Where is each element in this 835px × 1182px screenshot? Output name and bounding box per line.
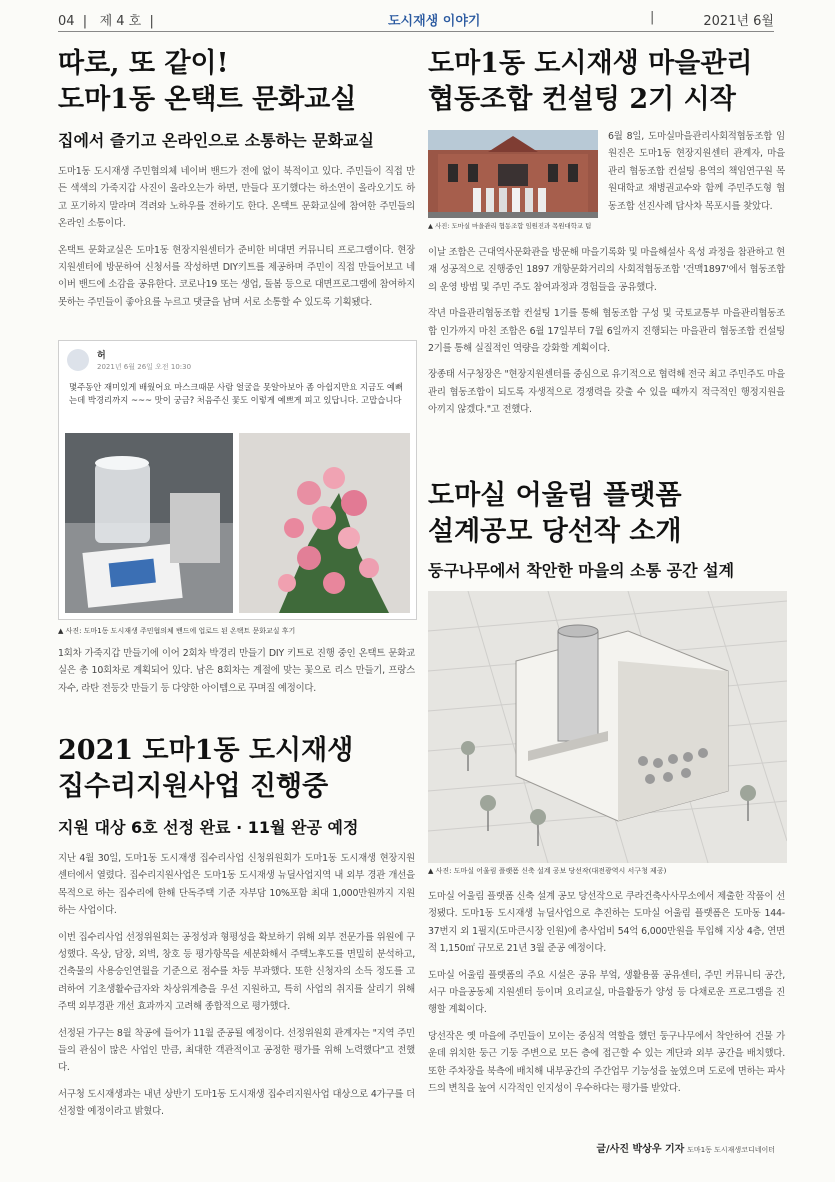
article-paragraph: 1회차 가죽지갑 만들기에 이어 2회차 박경리 만들기 DIY 키트로 진행 중인 온택트 문화교실은 총 10회차로 계획되어 있다. 남은 8회차는 계절에 맞는 꽃으로 리스 만들기, 프랑스 자수, 라탄 전등갓 만들기 등 다양한 아이템으로 꾸며질 예정이다. bbox=[58, 648, 415, 694]
article-cooperative-consulting bbox=[428, 46, 783, 118]
article-paragraph: 선정된 가구는 8월 착공에 들어가 11월 준공될 예정이다. 선정위원회 관계자는 "지역 주민들의 관심이 많은 사업인 만큼, 최대한 객관적이고 공정한 평가를 위해 노력했다"고 전했다. bbox=[58, 1027, 415, 1074]
article-platform-body bbox=[428, 888, 785, 1097]
avatar bbox=[67, 349, 89, 371]
article-title: 2021 도마1동 도시재생 집수리지원사업 진행중 bbox=[58, 735, 354, 802]
issue-date: 2021년 6월 bbox=[703, 14, 774, 29]
article-subtitle: 지원 대상 6호 선정 완료 · 11월 완공 예정 bbox=[58, 818, 359, 837]
post-photo-diy-kit bbox=[65, 433, 233, 613]
photo-platform-rendering bbox=[428, 591, 787, 863]
band-post-screenshot bbox=[58, 340, 417, 620]
article-paragraph: 이날 조합은 근대역사문화관을 방문해 마을기록화 및 마을해설사 육성 과정을 참관하고 현재 성공적으로 진행중인 1897 개항문화거리의 사회적협동조합 '건맥1897'에서 협동조합의 운영 방법 및 주민 주도 참여과정과 경험들을 공유했다. bbox=[428, 247, 785, 293]
article-paragraph: 작년 마을관리협동조합 컨설팅 1기를 통해 협동조합 구성 및 국토교통부 마을관리협동조합 인가까지 마친 조합은 6월 17일부터 7월 6일까지 진행되는 마을관리 협동조합 컨설팅 2기를 통해 실질적인 역량을 강화할 계획이다. bbox=[428, 308, 785, 355]
page-number: 04 | 제 4 호 | bbox=[58, 14, 154, 29]
article-lead: 6월 8일, 도마실마을관리사회적협동조합 임원진은 도마1동 현장지원센터 관계자, 마을관리 협동조합 컨설팅 용역의 책임연구원 목원대학교 채병권교수와 함께 주민주도형 협동조합 선진사례 답사차 목포시를 찾았다. bbox=[608, 131, 785, 212]
header-rule bbox=[58, 31, 774, 32]
article-house-repair bbox=[58, 733, 415, 1121]
photo-caption: ▲ 사진: 도마1동 도시재생 주민협의체 밴드에 업로드 된 온택트 문화교실 후기 bbox=[58, 627, 296, 635]
article-paragraph: 서구청 도시재생과는 내년 상반기 도마1동 도시재생 집수리지원사업 대상으로 4가구를 더 선정할 예정이라고 밝혔다. bbox=[58, 1088, 415, 1118]
section-title: 도시재생 이야기 bbox=[388, 14, 481, 29]
photo-caption: ▲ 사진: 도마실 마을관리 협동조합 임원진과 목원대학교 팀 bbox=[428, 222, 592, 230]
article-paragraph: 온택트 문화교실은 도마1동 현장지원센터가 준비한 비대면 커뮤니티 프로그램이다. 현장지원센터에 방문하여 신청서를 작성하면 DIY키트를 제공하며 주민이 직접 만들어보고 네이버 밴드에 소감을 공유한다. 코로나19 또는 생업, 돌봄 등으로 대면프로그램에 참여하지 못하는 주민들이 좋아요를 누르고 댓글을 남며 서로 소통할 수 있도록 기획됐다. bbox=[58, 244, 415, 308]
article-title: 따로, 또 같이! 도마1동 온택트 문화교실 bbox=[58, 48, 357, 115]
article-lead-block bbox=[608, 128, 785, 215]
article-paragraph: 당선작은 옛 마을에 주민들이 모이는 중심적 역할을 했던 둥구나무에서 착안하여 건물 가운데 위치한 둥근 기둥 주변으로 모든 층에 접근할 수 있는 계단과 외부 공간을 배치했다. 또한 주차장을 북측에 배치해 내부공간의 주간업무 기능성을 높였으며 도로에 면하는 파사드의 변칙을 높여 시각적인 인지성이 우수하다는 평가를 받았다. bbox=[428, 1030, 785, 1095]
article-ontact-class bbox=[58, 46, 415, 311]
page-header bbox=[58, 10, 774, 30]
article-platform-design bbox=[428, 478, 785, 581]
photo-caption: ▲ 사진: 도마실 어울림 플랫폼 신축 설계 공보 당선작(대전광역시 서구청 제공) bbox=[428, 867, 667, 875]
post-date: 2021년 6월 26일 오전 10:30 bbox=[97, 363, 192, 371]
header-divider: | bbox=[650, 10, 655, 25]
photo-cooperative-visit bbox=[428, 130, 598, 218]
byline-role: 도마1동 도시재생코디네이터 bbox=[687, 1146, 775, 1154]
post-text: 몇주동안 재미있게 배웠어요 마스크때문 사람 얼굴을 못알아보아 좀 아쉽지만요 지금도 예뻐는데 박경리까지 ~~~ 맛이 궁금? 처음주신 꽃도 이렇게 예쁘게 피고 있답니다. 고맙습니다 bbox=[69, 382, 404, 405]
article-paragraph: 도마1동 도시재생 주민협의체 네이버 밴드가 전에 없이 북적이고 있다. 주민들이 직접 만든 색색의 가죽지갑 사진이 올라오는가 하면, 만들다 포기했다는 하소연이 올라오기도 하고 포기하지 말라며 격려와 노하우를 전하기도 한다. 온택트 문화교실에 참여한 주민들의 온라인 소통이다. bbox=[58, 166, 415, 230]
byline-author: 글/사진 박상우 기자 bbox=[596, 1144, 685, 1155]
article-paragraph: 도마실 어울림 플랫폼 신축 설계 공모 당선작으로 쿠라건축사사무소에서 제출한 작품이 선정됐다. 도마1동 도시재생 뉴딜사업으로 추진하는 도마실 어울림 플랫폼은 도마동 144-37번지 외 1필지(도마큰시장 인원)에 총사업비 54억 6,000만원을 투입해 지상 4층, 연면적 1,150㎡ 규모로 21년 3월 준공 예정이다. bbox=[428, 891, 785, 955]
post-author: 허 bbox=[97, 351, 106, 361]
article-cooperative-body bbox=[428, 244, 785, 419]
article-paragraph: 장종태 서구청장은 "현장지원센터를 중심으로 유기적으로 협력해 전국 최고 주민주도 마을관리 협동조합이 되도록 자생적으로 경쟁력을 갖출 수 있을 때까지 적극적인 행정지원을 아끼지 않겠다."고 전했다. bbox=[428, 369, 785, 416]
post-photo-carnations bbox=[239, 433, 410, 613]
article-ontact-class-cont bbox=[58, 645, 415, 697]
article-title: 도마1동 도시재생 마을관리 협동조합 컨설팅 2기 시작 bbox=[428, 48, 753, 115]
article-subtitle: 집에서 즐기고 온라인으로 소통하는 문화교실 bbox=[58, 131, 374, 150]
article-paragraph: 지난 4월 30일, 도마1동 도시재생 집수리사업 신청위원회가 도마1동 도시재생 현장지원센터에서 열렸다. 집수리지원사업은 도마1동 도시재생 뉴딜사업지역 내 외부 경관 개선을 목적으로 하는 집수리에 한해 단독주택 기준 자부담 10%포함 최대 1,000만원까지 지원하는 사업이다. bbox=[58, 853, 415, 917]
article-paragraph: 이번 집수리사업 선정위원회는 공정성과 형평성을 확보하기 위해 외부 전문가를 위원에 구성했다. 옥상, 담장, 외벽, 창호 등 평가항목을 세분화해서 주택노후도를 면밀히 분석하고, 건축물의 사용승인연월을 기준으로 점수를 차등 부과했다. 또한 신청자의 소득 정도를 고려하여 기초생활수급자와 차상위계층을 우선 지원하고, 특히 사업의 취지를 살리기 위해 주택 외부경관 개선 효과까지 고려해 종합적으로 평가했다. bbox=[58, 931, 415, 1013]
article-paragraph: 도마실 어울림 플랫폼의 주요 시설은 공유 부엌, 생활용품 공유센터, 주민 커뮤니티 공간, 서구 마을공동체 지원센터 등이며 요리교실, 마을활동가 양성 등 다채로운 프로그램을 진행할 계획이다. bbox=[428, 969, 785, 1016]
byline bbox=[596, 1140, 775, 1155]
article-subtitle: 둥구나무에서 착안한 마을의 소통 공간 설계 bbox=[428, 561, 735, 580]
issue-number: 제 4 호 bbox=[99, 14, 142, 29]
article-title: 도마실 어울림 플랫폼 설계공모 당선작 소개 bbox=[428, 480, 682, 547]
